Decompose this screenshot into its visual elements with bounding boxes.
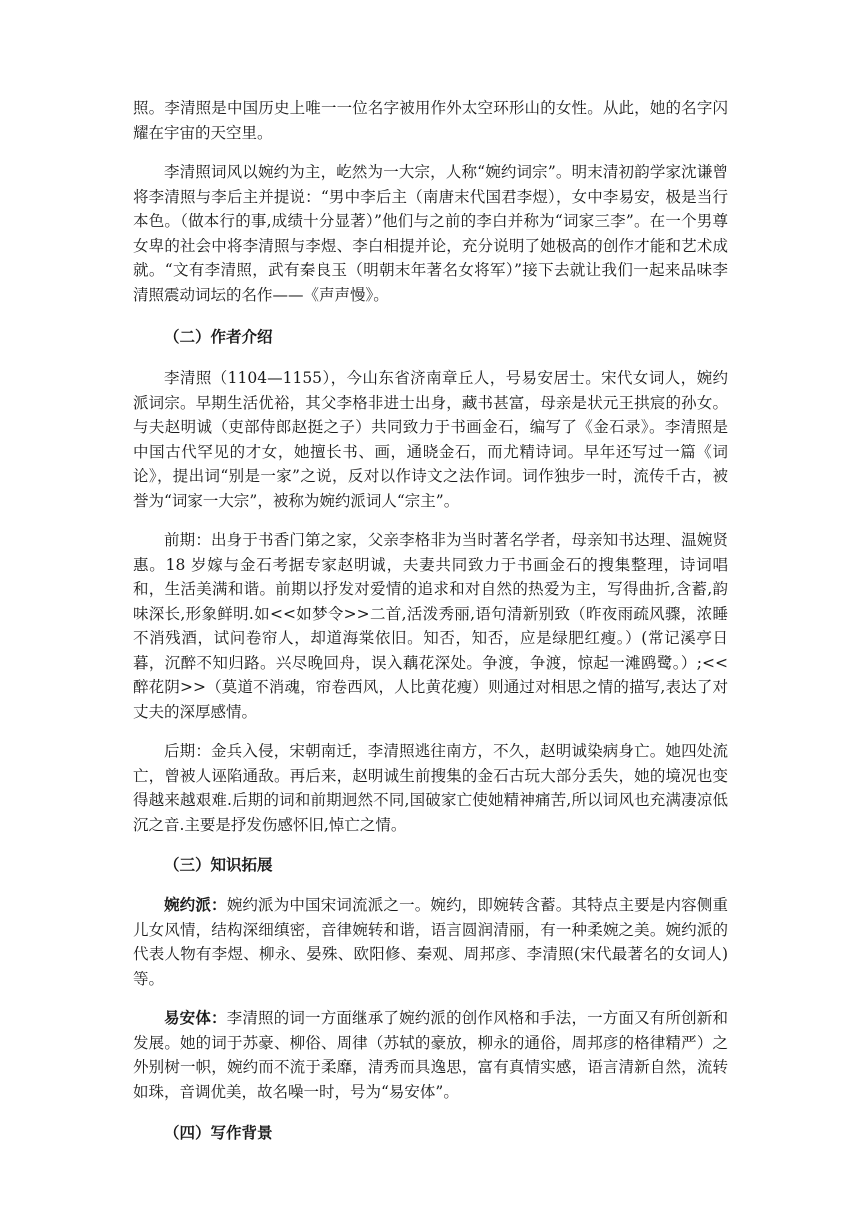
- paragraph-author: 李清照（1104—1155），今山东省济南章丘人，号易安居士。宋代女词人，婉约派词宗。早期生活优裕，其父李格非进士出身，藏书甚富，母亲是状元王拱宸的孙女。与夫赵明诚（吏部侍郎赵挺之子）共同致力于书画金石，编写了《金石录》。李清照是中国古代罕见的才女，她擅长书、画，通晓金石，而尤精诗词。早年还写过一篇《词论》，提出词“别是一家”之说，反对以作诗文之法作词。词作独步一时，流传千古，被誉为“词家一大宗”，被称为婉约派词人“宗主”。: [133, 369, 728, 510]
- section-heading-author: （二）作者介绍: [164, 328, 273, 346]
- paragraph-intro-end: 照。李清照是中国历史上唯一一位名字被用作外太空环形山的女性。从此，她的名字闪耀在宇宙的天空里。: [133, 99, 728, 142]
- section-heading-knowledge: （三）知识拓展: [164, 856, 273, 874]
- paragraph-yian: [133, 1006, 728, 1104]
- term-yian: 易安体：: [164, 1009, 227, 1027]
- term-wanyue: 婉约派：: [164, 896, 227, 914]
- wanyue-description: 婉约派为中国宋词流派之一。婉约，即婉转含蓄。其特点主要是内容侧重儿女风情，结构深细缜密，音律婉转和谐，语言圆润清丽，有一种柔婉之美。婉约派的代表人物有李煜、柳永、晏殊、欧阳修、秦观、周邦彦、李清照(宋代最著名的女词人)等。: [133, 896, 728, 988]
- paragraph-style: 李清照词风以婉约为主，屹然为一大宗，人称“婉约词宗”。明末清初韵学家沈谦曾将李清照与李后主并提说：“男中李后主（南唐末代国君李煜），女中李易安，极是当行本色。（做本行的事,成绩十分显著）”他们与之前的李白并称为“词家三李”。在一个男尊女卑的社会中将李清照与李煜、李白相提并论，充分说明了她极高的创作才能和艺术成就。“文有李清照，武有秦良玉（明朝末年著名女将军）”接下去就让我们一起来品味李清照震动词坛的名作——《声声慢》。: [133, 163, 728, 304]
- yian-description: 李清照的词一方面继承了婉约派的创作风格和手法，一方面又有所创新和发展。她的词于苏豪、柳俗、周律（苏轼的豪放，柳永的通俗，周邦彦的格律精严）之外别树一帜，婉约而不流于柔靡，清秀而具逸思，富有真情实感，语言清新自然，流转如珠，音调优美，故名噪一时，号为“易安体”。: [133, 1009, 728, 1101]
- section-heading-background: （四）写作背景: [164, 1124, 273, 1142]
- paragraph-wanyue: [133, 893, 728, 991]
- document-body: [133, 96, 728, 1145]
- paragraph-early-period: 前期：出身于书香门第之家，父亲李格非为当时著名学者，母亲知书达理、温婉贤惠。18 岁嫁与金石考据专家赵明诚，夫妻共同致力于书画金石的搜集整理，诗词唱和，生活美满和谐。前期以抒发对爱情的追求和对自然的热爱为主，写得曲折,含蓄,韵味深长,形象鲜明.如<<如梦令>>二首,活泼秀丽,语句清新别致（昨夜雨疏风骤，浓睡不消残酒，试问卷帘人，却道海棠依旧。知否，知否，应是绿肥红瘦。）(常记溪亭日暮，沉醉不知归路。兴尽晚回舟，误入藕花深处。争渡，争渡，惊起一滩鸥鹭。）;<<醉花阴>>（莫道不消魂，帘卷西风，人比黄花瘦）则通过对相思之情的描写,表达了对丈夫的深厚感情。: [133, 531, 728, 721]
- paragraph-late-period: 后期：金兵入侵，宋朝南迁，李清照逃往南方，不久，赵明诚染病身亡。她四处流亡，曾被人诬陷通敌。再后来，赵明诚生前搜集的金石古玩大部分丢失，她的境况也变得越来越艰难.后期的词和前期迥然不同,国破家亡使她精神痛苦,所以词风也充满凄凉低沉之音.主要是抒发伤感怀旧,悼亡之情。: [133, 742, 728, 834]
